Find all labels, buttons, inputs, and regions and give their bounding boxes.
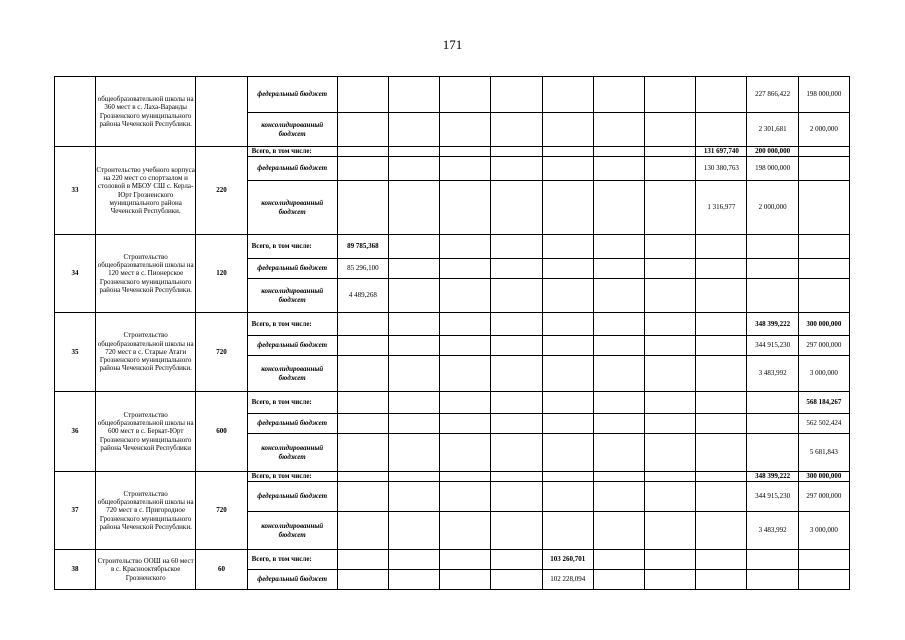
amount-cell	[696, 336, 747, 356]
amount-cell	[337, 336, 388, 356]
amount-cell	[388, 392, 439, 414]
row-number: 33	[55, 147, 96, 235]
amount-cell	[645, 356, 696, 392]
amount-cell	[593, 313, 644, 336]
amount-cell	[337, 434, 388, 472]
amount-cell: 348 399,222	[747, 472, 798, 482]
row-number: 36	[55, 392, 96, 472]
amount-cell	[593, 434, 644, 472]
amount-cell	[696, 259, 747, 279]
amount-cell	[696, 77, 747, 113]
funding-source-label: консолидированный бюджет	[247, 356, 337, 392]
amount-cell	[798, 181, 849, 235]
amount-cell	[491, 414, 542, 434]
amount-cell: 131 697,740	[696, 147, 747, 157]
amount-cell	[696, 392, 747, 414]
amount-cell	[798, 550, 849, 570]
amount-cell	[542, 472, 593, 482]
amount-cell	[491, 392, 542, 414]
funding-source-label: федеральный бюджет	[247, 77, 337, 113]
amount-cell	[491, 356, 542, 392]
amount-cell	[388, 512, 439, 550]
amount-cell	[645, 113, 696, 147]
amount-cell	[440, 313, 491, 336]
amount-cell	[798, 235, 849, 259]
funding-source-label: Всего, в том числе:	[247, 313, 337, 336]
capacity	[196, 77, 247, 147]
funding-source-label: федеральный бюджет	[247, 259, 337, 279]
amount-cell	[696, 570, 747, 590]
amount-cell	[440, 279, 491, 313]
capacity: 120	[196, 235, 247, 313]
amount-cell	[337, 482, 388, 512]
amount-cell	[337, 113, 388, 147]
amount-cell	[645, 147, 696, 157]
amount-cell	[645, 414, 696, 434]
amount-cell	[440, 113, 491, 147]
amount-cell	[491, 512, 542, 550]
amount-cell	[491, 77, 542, 113]
amount-cell	[645, 570, 696, 590]
amount-cell	[337, 392, 388, 414]
amount-cell	[593, 77, 644, 113]
amount-cell	[337, 570, 388, 590]
amount-cell	[337, 414, 388, 434]
amount-cell: 227 866,422	[747, 77, 798, 113]
amount-cell	[440, 147, 491, 157]
amount-cell: 1 316,977	[696, 181, 747, 235]
amount-cell	[491, 147, 542, 157]
amount-cell	[440, 181, 491, 235]
amount-cell	[491, 313, 542, 336]
amount-cell: 297 000,000	[798, 336, 849, 356]
amount-cell	[593, 235, 644, 259]
amount-cell: 130 380,763	[696, 157, 747, 181]
amount-cell: 3 000,000	[798, 356, 849, 392]
amount-cell	[747, 259, 798, 279]
funding-source-label: консолидированный бюджет	[247, 113, 337, 147]
amount-cell	[542, 482, 593, 512]
funding-source-label: федеральный бюджет	[247, 336, 337, 356]
amount-cell	[491, 235, 542, 259]
amount-cell	[798, 147, 849, 157]
amount-cell	[388, 157, 439, 181]
amount-cell	[747, 570, 798, 590]
amount-cell	[747, 235, 798, 259]
amount-cell	[593, 392, 644, 414]
amount-cell	[388, 113, 439, 147]
funding-source-label: консолидированный бюджет	[247, 181, 337, 235]
amount-cell: 3 000,000	[798, 512, 849, 550]
amount-cell: 300 000,000	[798, 472, 849, 482]
amount-cell	[542, 356, 593, 392]
funding-source-label: Всего, в том числе:	[247, 235, 337, 259]
amount-cell	[542, 512, 593, 550]
table-row	[55, 550, 850, 570]
amount-cell	[388, 77, 439, 113]
amount-cell	[542, 181, 593, 235]
amount-cell	[440, 512, 491, 550]
amount-cell	[747, 279, 798, 313]
amount-cell	[645, 434, 696, 472]
funding-source-label: федеральный бюджет	[247, 157, 337, 181]
funding-source-label: Всего, в том числе:	[247, 550, 337, 570]
capacity: 220	[196, 147, 247, 235]
row-number: 35	[55, 313, 96, 392]
funding-source-label: консолидированный бюджет	[247, 512, 337, 550]
amount-cell: 3 483,992	[747, 512, 798, 550]
amount-cell	[645, 259, 696, 279]
row-number: 38	[55, 550, 96, 590]
amount-cell	[440, 77, 491, 113]
amount-cell	[388, 550, 439, 570]
amount-cell	[440, 550, 491, 570]
amount-cell: 2 000,000	[798, 113, 849, 147]
amount-cell	[645, 512, 696, 550]
amount-cell: 5 681,843	[798, 434, 849, 472]
amount-cell	[542, 414, 593, 434]
amount-cell	[696, 550, 747, 570]
amount-cell: 103 260,701	[542, 550, 593, 570]
amount-cell	[593, 472, 644, 482]
amount-cell	[593, 279, 644, 313]
amount-cell	[593, 570, 644, 590]
amount-cell	[491, 279, 542, 313]
amount-cell	[593, 482, 644, 512]
amount-cell: 2 301,681	[747, 113, 798, 147]
amount-cell	[388, 482, 439, 512]
row-number: 37	[55, 472, 96, 550]
amount-cell	[491, 336, 542, 356]
amount-cell	[696, 482, 747, 512]
amount-cell	[337, 181, 388, 235]
amount-cell	[542, 259, 593, 279]
amount-cell: 102 228,094	[542, 570, 593, 590]
amount-cell	[542, 157, 593, 181]
funding-source-label: Всего, в том числе:	[247, 147, 337, 157]
amount-cell	[542, 336, 593, 356]
amount-cell	[593, 259, 644, 279]
amount-cell	[696, 414, 747, 434]
funding-source-label: Всего, в том числе:	[247, 472, 337, 482]
amount-cell	[645, 235, 696, 259]
amount-cell: 344 915,230	[747, 482, 798, 512]
amount-cell	[593, 147, 644, 157]
amount-cell	[337, 313, 388, 336]
funding-source-label: федеральный бюджет	[247, 482, 337, 512]
amount-cell	[388, 434, 439, 472]
amount-cell	[337, 157, 388, 181]
object-description: общеобразовательной школы на 360 мест в с. Лаха-Варанды Грозненского муниципального района Чеченской Республики.	[95, 77, 195, 147]
amount-cell: 568 184,267	[798, 392, 849, 414]
amount-cell: 348 399,222	[747, 313, 798, 336]
amount-cell	[388, 235, 439, 259]
amount-cell	[440, 414, 491, 434]
amount-cell: 300 000,000	[798, 313, 849, 336]
amount-cell	[388, 472, 439, 482]
amount-cell	[645, 157, 696, 181]
amount-cell	[645, 336, 696, 356]
amount-cell	[645, 279, 696, 313]
amount-cell	[747, 550, 798, 570]
budget-table	[54, 76, 850, 590]
amount-cell	[388, 356, 439, 392]
capacity: 600	[196, 392, 247, 472]
amount-cell	[440, 356, 491, 392]
amount-cell	[696, 313, 747, 336]
amount-cell	[798, 259, 849, 279]
amount-cell	[798, 570, 849, 590]
amount-cell	[388, 279, 439, 313]
amount-cell	[440, 472, 491, 482]
amount-cell: 89 785,368	[337, 235, 388, 259]
amount-cell	[388, 336, 439, 356]
object-description: Строительство ООШ на 60 мест в с. Краснооктябрьское Грозненского	[95, 550, 195, 590]
amount-cell	[645, 392, 696, 414]
object-description: Строительство общеобразовательной школы на 720 мест в с. Старые Атаги Грозненского муниципального района Чеченской Республики.	[95, 313, 195, 392]
amount-cell	[491, 434, 542, 472]
amount-cell	[440, 434, 491, 472]
amount-cell	[542, 113, 593, 147]
amount-cell	[440, 235, 491, 259]
amount-cell	[696, 356, 747, 392]
amount-cell	[542, 313, 593, 336]
amount-cell	[440, 570, 491, 590]
amount-cell	[593, 181, 644, 235]
amount-cell: 200 000,000	[747, 147, 798, 157]
amount-cell	[645, 472, 696, 482]
amount-cell	[491, 482, 542, 512]
amount-cell	[491, 570, 542, 590]
amount-cell	[645, 181, 696, 235]
amount-cell: 2 000,000	[747, 181, 798, 235]
amount-cell	[645, 550, 696, 570]
amount-cell	[388, 147, 439, 157]
amount-cell	[542, 147, 593, 157]
amount-cell	[593, 336, 644, 356]
amount-cell	[388, 313, 439, 336]
amount-cell: 3 483,992	[747, 356, 798, 392]
capacity: 60	[196, 550, 247, 590]
object-description: Строительство общеобразовательной школы на 120 мест в с. Пионерское Грозненского муниципального района Чеченской Республики.	[95, 235, 195, 313]
amount-cell	[747, 414, 798, 434]
capacity: 720	[196, 472, 247, 550]
amount-cell	[491, 550, 542, 570]
amount-cell	[696, 235, 747, 259]
funding-source-label: консолидированный бюджет	[247, 279, 337, 313]
table-row	[55, 313, 850, 336]
amount-cell: 4 489,268	[337, 279, 388, 313]
amount-cell	[593, 414, 644, 434]
table-row	[55, 147, 850, 157]
amount-cell	[440, 392, 491, 414]
amount-cell	[798, 279, 849, 313]
amount-cell	[593, 157, 644, 181]
amount-cell	[388, 570, 439, 590]
amount-cell	[388, 259, 439, 279]
table-row	[55, 235, 850, 259]
amount-cell	[542, 392, 593, 414]
amount-cell	[696, 279, 747, 313]
capacity: 720	[196, 313, 247, 392]
amount-cell: 562 502,424	[798, 414, 849, 434]
amount-cell: 297 000,000	[798, 482, 849, 512]
amount-cell	[440, 157, 491, 181]
amount-cell	[388, 181, 439, 235]
funding-source-label: федеральный бюджет	[247, 414, 337, 434]
amount-cell	[491, 113, 542, 147]
amount-cell	[696, 512, 747, 550]
amount-cell	[645, 77, 696, 113]
funding-source-label: консолидированный бюджет	[247, 434, 337, 472]
amount-cell	[388, 414, 439, 434]
table-row	[55, 392, 850, 414]
amount-cell: 198 000,000	[798, 77, 849, 113]
amount-cell	[491, 181, 542, 235]
amount-cell	[593, 356, 644, 392]
amount-cell	[337, 512, 388, 550]
table-row	[55, 77, 850, 113]
funding-source-label: Всего, в том числе:	[247, 392, 337, 414]
amount-cell	[593, 512, 644, 550]
amount-cell	[593, 113, 644, 147]
amount-cell	[593, 550, 644, 570]
amount-cell	[747, 434, 798, 472]
amount-cell	[645, 313, 696, 336]
amount-cell: 85 296,100	[337, 259, 388, 279]
amount-cell	[696, 434, 747, 472]
amount-cell	[440, 336, 491, 356]
row-number	[55, 77, 96, 147]
amount-cell	[542, 279, 593, 313]
amount-cell	[696, 472, 747, 482]
object-description: Строительство учебного корпуса на 220 мест со спортзалом и столовой в МБОУ СШ с. Керла-Юрт Грозненского муниципального района Чеченской Республики.	[95, 147, 195, 235]
amount-cell	[440, 259, 491, 279]
page-number: 171	[442, 37, 463, 52]
amount-cell	[542, 434, 593, 472]
amount-cell	[542, 235, 593, 259]
funding-source-label: федеральный бюджет	[247, 570, 337, 590]
amount-cell: 344 915,230	[747, 336, 798, 356]
amount-cell	[491, 259, 542, 279]
amount-cell	[491, 472, 542, 482]
amount-cell	[337, 550, 388, 570]
amount-cell	[337, 356, 388, 392]
amount-cell: 198 000,000	[747, 157, 798, 181]
amount-cell	[337, 472, 388, 482]
amount-cell	[747, 392, 798, 414]
amount-cell	[542, 77, 593, 113]
amount-cell	[337, 147, 388, 157]
amount-cell	[337, 77, 388, 113]
table-row	[55, 472, 850, 482]
amount-cell	[696, 113, 747, 147]
amount-cell	[491, 157, 542, 181]
amount-cell	[645, 482, 696, 512]
amount-cell	[440, 482, 491, 512]
amount-cell	[798, 157, 849, 181]
object-description: Строительство общеобразовательной школы на 600 мест в с. Беркат-Юрт Грозненского муниципального района Чеченской Республики	[95, 392, 195, 472]
row-number: 34	[55, 235, 96, 313]
object-description: Строительство общеобразовательной школы на 720 мест в с. Пригородное Грозненского муниципального района Чеченской Республики.	[95, 472, 195, 550]
